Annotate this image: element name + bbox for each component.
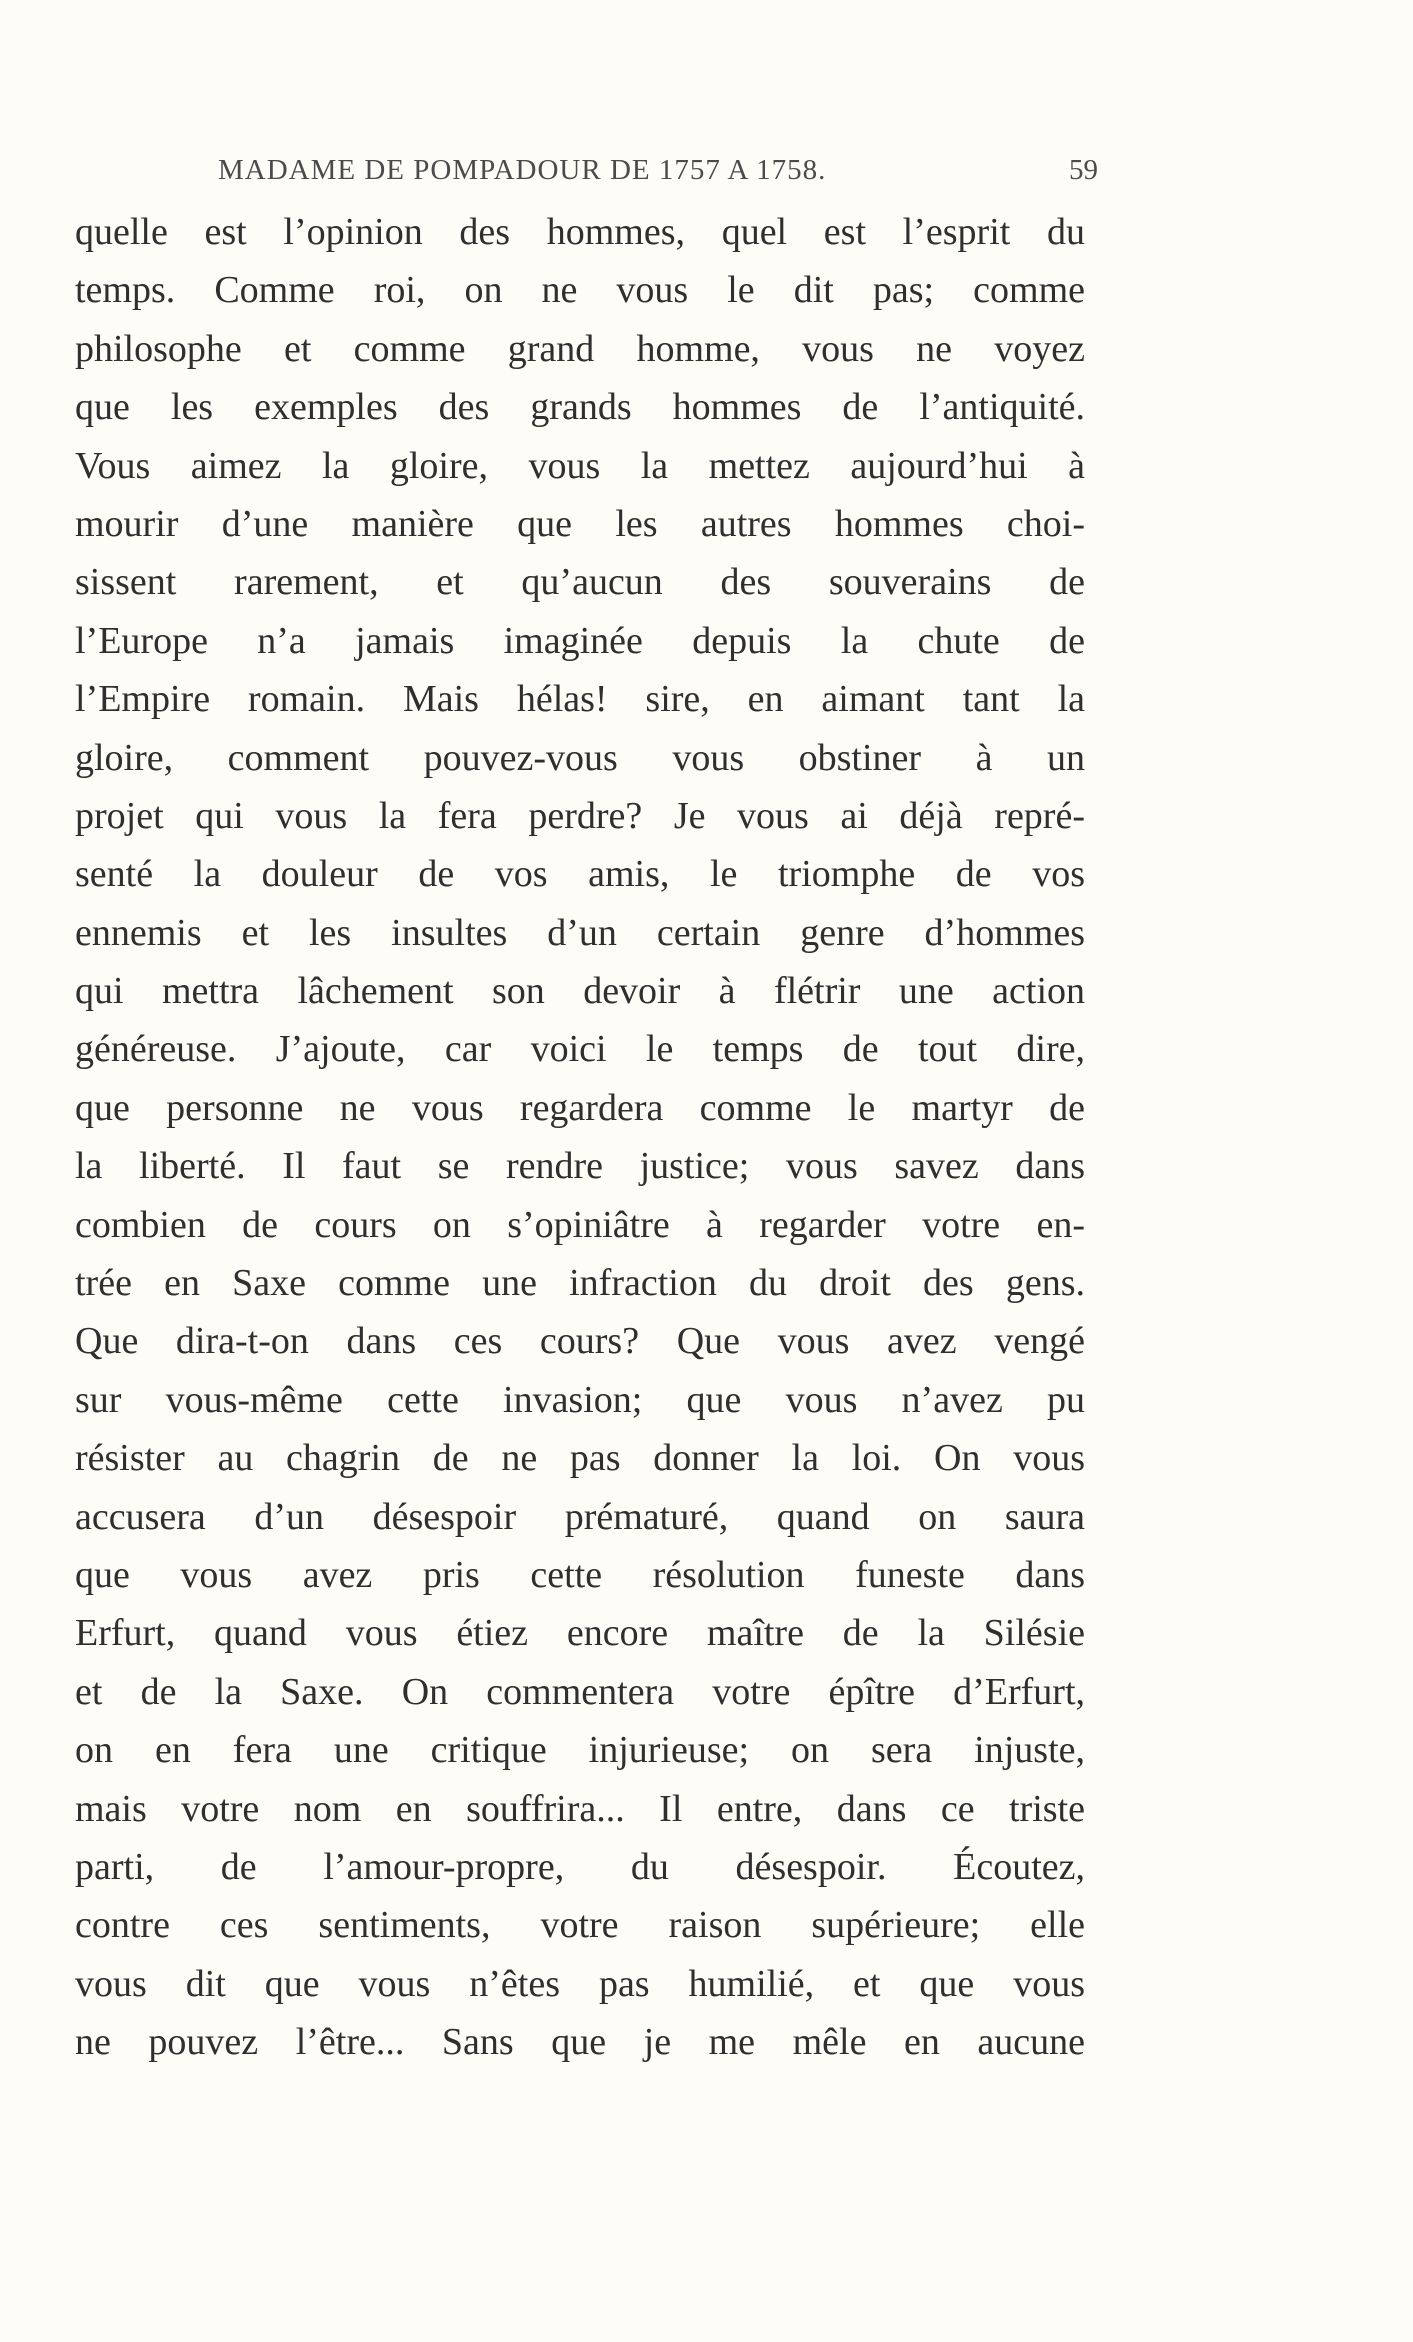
text-line: sissent rarement, et qu’aucun des souverains de (75, 561, 1085, 604)
text-line: contre ces sentiments, votre raison supérieure; elle (75, 1904, 1085, 1947)
text-line: mourir d’une manière que les autres hommes choi- (75, 502, 1085, 545)
text-line: que vous avez pris cette résolution funeste dans (75, 1553, 1085, 1596)
text-line: Vous aimez la gloire, vous la mettez aujourd’hui à (75, 444, 1085, 487)
text-line: que les exemples des grands hommes de l’antiquité. (75, 386, 1085, 429)
text-line: l’Europe n’a jamais imaginée depuis la chute de (75, 619, 1085, 662)
text-line: Erfurt, quand vous étiez encore maître de la Silésie (75, 1612, 1085, 1655)
running-head (218, 148, 1098, 192)
running-title: MADAME DE POMPADOUR DE 1757 A 1758. (218, 154, 827, 186)
text-line: gloire, comment pouvez-vous vous obstiner à un (75, 736, 1085, 779)
text-line: parti, de l’amour-propre, du désespoir. Écoutez, (75, 1845, 1085, 1888)
text-line: vous dit que vous n’êtes pas humilié, et que vous (75, 1962, 1085, 2005)
text-line: Que dira-t-on dans ces cours? Que vous avez vengé (75, 1320, 1085, 1363)
text-line: sur vous-même cette invasion; que vous n’avez pu (75, 1378, 1085, 1421)
text-line: qui mettra lâchement son devoir à flétrir une action (75, 970, 1085, 1013)
text-line: combien de cours on s’opiniâtre à regarder votre en- (75, 1203, 1085, 1246)
text-line: trée en Saxe comme une infraction du droit des gens. (75, 1262, 1085, 1305)
text-line: quelle est l’opinion des hommes, quel est l’esprit du (75, 211, 1085, 253)
text-line: ennemis et les insultes d’un certain genre d’hommes (75, 911, 1085, 954)
text-line: projet qui vous la fera perdre? Je vous ai déjà repré- (75, 794, 1085, 837)
text-line: résister au chagrin de ne pas donner la loi. On vous (75, 1437, 1085, 1480)
page-number: 59 (1069, 154, 1098, 186)
text-line: senté la douleur de vos amis, le triomphe de vos (75, 853, 1085, 896)
text-line: ne pouvez l’être... Sans que je me mêle en aucune (75, 2021, 1085, 2064)
text-line: l’Empire romain. Mais hélas! sire, en aimant tant la (75, 678, 1085, 721)
body-text (75, 203, 1085, 2072)
text-line: on en fera une critique injurieuse; on sera injuste, (75, 1729, 1085, 1772)
text-line: généreuse. J’ajoute, car voici le temps de tout dire, (75, 1028, 1085, 1071)
text-line: accusera d’un désespoir prématuré, quand on saura (75, 1495, 1085, 1538)
text-line: et de la Saxe. On commentera votre épître d’Erfurt, (75, 1670, 1085, 1713)
text-line: temps. Comme roi, on ne vous le dit pas; comme (75, 269, 1085, 312)
text-line: philosophe et comme grand homme, vous ne voyez (75, 327, 1085, 370)
text-line: que personne ne vous regardera comme le martyr de (75, 1086, 1085, 1129)
text-line: la liberté. Il faut se rendre justice; vous savez dans (75, 1145, 1085, 1188)
text-line: mais votre nom en souffrira... Il entre, dans ce triste (75, 1787, 1085, 1830)
